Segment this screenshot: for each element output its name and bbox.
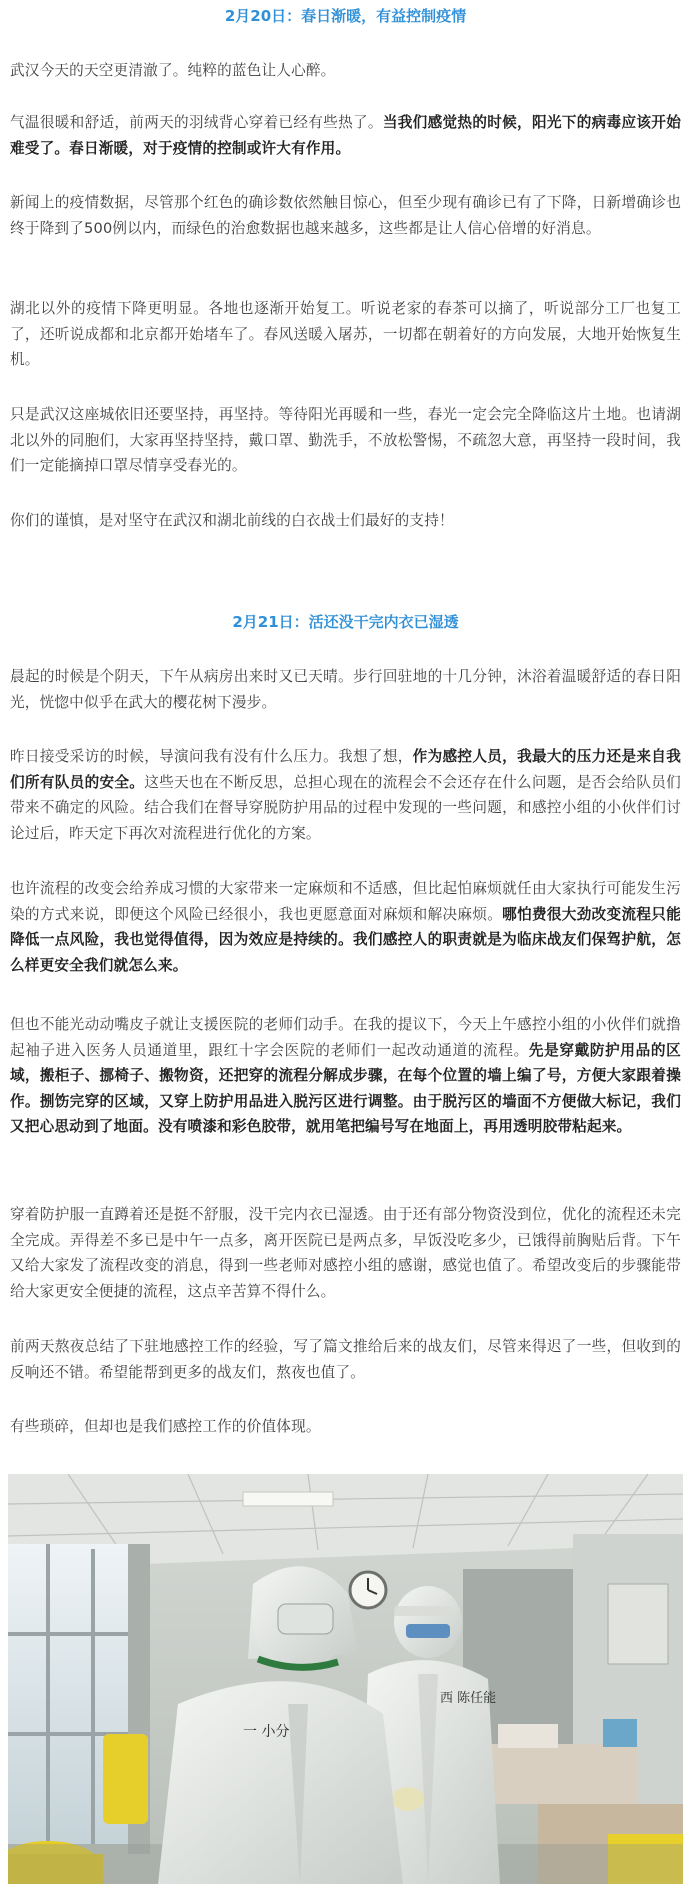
paragraph-text: 气温很暖和舒适，前两天的羽绒背心穿着已经有些热了。 <box>10 114 383 131</box>
section-heading-feb20: 2月20日：春日渐暖，有益控制疫情 <box>224 7 467 25</box>
paragraph-emphasis: 当我们感觉热的时候，阳光下的病毒应该开始难受了。春日渐暖，对于疫情的控制或许大有作用。 <box>10 114 681 157</box>
suit-label-front: 一 小分 <box>243 1724 290 1740</box>
paragraph: 你们的谨慎，是对坚守在武汉和湖北前线的白衣战士们最好的支持！ <box>10 512 454 529</box>
paragraph: 穿着防护服一直蹲着还是挺不舒服，没干完内衣已湿透。由于还有部分物资没到位，优化的流程还未完全完成。弄得差不多已是中午一点多，离开医院已是两点多，早饭没吃多少，已饿得前胸贴后背。下午又给大家发了流程改变的消息，得到一些老师对感控小组的感谢，感觉也值了。希望改变后的步骤能带给大家更安全便捷的流程，这点辛苦算不得什么。 <box>10 1206 681 1300</box>
paragraph-emphasis: 哪怕费很大劲改变流程只能降低一点风险，我也觉得值得，因为效应是持续的。我们感控人的职责就是为临床战友们保驾护航，怎么样更安全我们就怎么来。 <box>10 905 681 974</box>
hospital-staff-photo <box>8 1474 683 1884</box>
paragraph-text: 这些天也在不断反思，总担心现在的流程会不会还存在什么问题，是否会给队员们带来不确定的风险。结合我们在督导穿脱防护用品的过程中发现的一些问题，和感控小组的小伙伴们讨论过后，昨天定下再次对流程进行优化的方案。 <box>10 773 681 842</box>
suit-label-back: 西 陈任能 <box>440 1691 497 1706</box>
paragraph <box>10 744 681 846</box>
paragraph-emphasis: 先是穿戴防护用品的区域，搬柜子、挪椅子、搬物资，还把穿的流程分解成步骤，在每个位置的墙上编了号，方便大家跟着操作。捌饬完穿的区域，又穿上防护用品进入脱污区进行调整。由于脱污区的墙面不方便做大标记，我们又把心思动到了地面。没有喷漆和彩色胶带，就用笔把编号写在地面上，再用透明胶带粘起来。 <box>10 1041 681 1136</box>
paragraph-emphasis: 作为感控人员，我最大的压力还是来自我们所有队员的安全。 <box>10 748 681 791</box>
paragraph-text: 也许流程的改变会给养成习惯的大家带来一定麻烦和不适感，但比起怕麻烦就任由大家执行可能发生污染的方式来说，即便这个风险已经很小，我也更愿意面对麻烦和解决麻烦。 <box>10 880 681 923</box>
photo-illustration <box>8 1474 683 1884</box>
paragraph: 武汉今天的天空更清澈了。纯粹的蓝色让人心醉。 <box>10 62 336 79</box>
paragraph: 湖北以外的疫情下降更明显。各地也逐渐开始复工。听说老家的春茶可以摘了，听说部分工厂也复工了，还听说成都和北京都开始堵车了。春风送暖入屠苏，一切都在朝着好的方向发展，大地开始恢复生机。 <box>10 300 681 369</box>
paragraph: 前两天熬夜总结了下驻地感控工作的经验，写了篇文推给后来的战友们，尽管来得迟了一些，但收到的反响还不错。希望能帮到更多的战友们，熬夜也值了。 <box>10 1338 681 1381</box>
paragraph: 晨起的时候是个阴天，下午从病房出来时又已天晴。步行回驻地的十几分钟，沐浴着温暖舒适的春日阳光，恍惚中似乎在武大的樱花树下漫步。 <box>10 668 681 711</box>
paragraph <box>10 1012 681 1140</box>
paragraph: 有些琐碎，但却也是我们感控工作的价值体现。 <box>10 1418 321 1435</box>
paragraph: 新闻上的疫情数据，尽管那个红色的确诊数依然触目惊心，但至少现有确诊已有了下降，日新增确诊也终于降到了500例以内，而绿色的治愈数据也越来越多，这些都是让人信心倍增的好消息。 <box>10 194 681 237</box>
paragraph <box>10 876 681 978</box>
paragraph-text: 但也不能光动动嘴皮子就让支援医院的老师们动手。在我的提议下，今天上午感控小组的小伙伴们就撸起袖子进入医务人员通道里，跟红十字会医院的老师们一起改动通道的流程。 <box>10 1016 681 1059</box>
section-heading-feb21: 2月21日：活还没干完内衣已湿透 <box>232 613 459 631</box>
paragraph-text: 昨日接受采访的时候，导演问我有没有什么压力。我想了想， <box>10 748 413 765</box>
paragraph: 只是武汉这座城依旧还要坚持，再坚持。等待阳光再暖和一些，春光一定会完全降临这片土地。也请湖北以外的同胞们，大家再坚持坚持，戴口罩、勤洗手，不放松警惕，不疏忽大意，再坚持一段时间，我们一定能摘掉口罩尽情享受春光的。 <box>10 406 681 475</box>
paragraph <box>10 110 681 161</box>
